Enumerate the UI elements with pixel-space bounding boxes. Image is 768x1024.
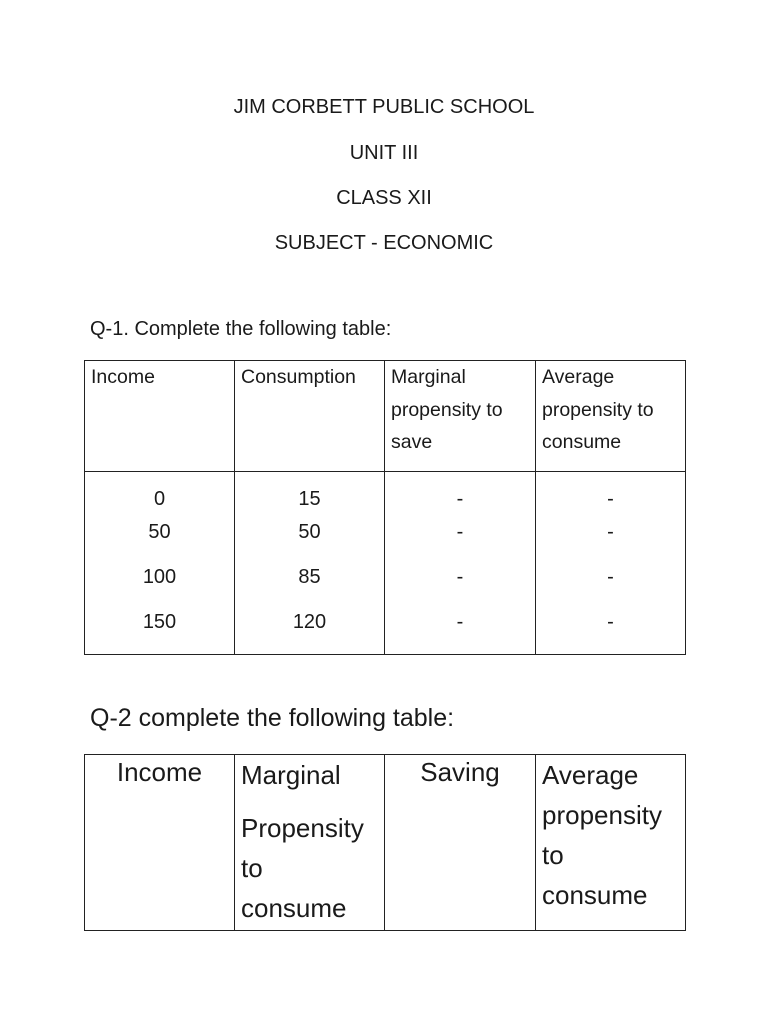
- cell-apc: -: [536, 472, 686, 518]
- column-header-apc: Average propensity to consume: [536, 361, 686, 472]
- cell-mps: -: [385, 562, 536, 607]
- cell-apc: -: [536, 517, 686, 562]
- table-header-row: [85, 361, 686, 472]
- cell-apc: -: [536, 607, 686, 655]
- question-2-title: Q-2 complete the following table:: [90, 704, 455, 732]
- table-row: [85, 472, 686, 518]
- class-label: CLASS XII: [336, 187, 432, 209]
- question-2-table: [84, 754, 686, 931]
- cell-consumption: 120: [235, 607, 385, 655]
- table-header-row: [85, 755, 686, 931]
- cell-mps: -: [385, 607, 536, 655]
- school-name: JIM CORBETT PUBLIC SCHOOL: [233, 96, 535, 118]
- cell-income: 100: [85, 562, 235, 607]
- cell-mps: -: [385, 517, 536, 562]
- column-header-apc: Average propensity to consume: [536, 755, 686, 931]
- unit-label: UNIT III: [349, 142, 419, 164]
- cell-income: 150: [85, 607, 235, 655]
- column-header-income: Income: [85, 361, 235, 472]
- cell-apc: -: [536, 562, 686, 607]
- subject-label: SUBJECT - ECONOMIC: [274, 232, 494, 254]
- cell-income: 50: [85, 517, 235, 562]
- column-header-mps: Marginal propensity to save: [385, 361, 536, 472]
- column-header-mpc: Marginal Propensity to consume: [235, 755, 385, 931]
- question-1-table: [84, 360, 686, 655]
- cell-mps: -: [385, 472, 536, 518]
- cell-consumption: 85: [235, 562, 385, 607]
- column-header-saving: Saving: [385, 755, 536, 931]
- question-1-title: Q-1. Complete the following table:: [90, 318, 392, 340]
- cell-consumption: 50: [235, 517, 385, 562]
- table-row: [85, 607, 686, 655]
- column-header-income: Income: [85, 755, 235, 931]
- table-row: [85, 562, 686, 607]
- cell-consumption: 15: [235, 472, 385, 518]
- cell-income: 0: [85, 472, 235, 518]
- table-row: [85, 517, 686, 562]
- column-header-consumption: Consumption: [235, 361, 385, 472]
